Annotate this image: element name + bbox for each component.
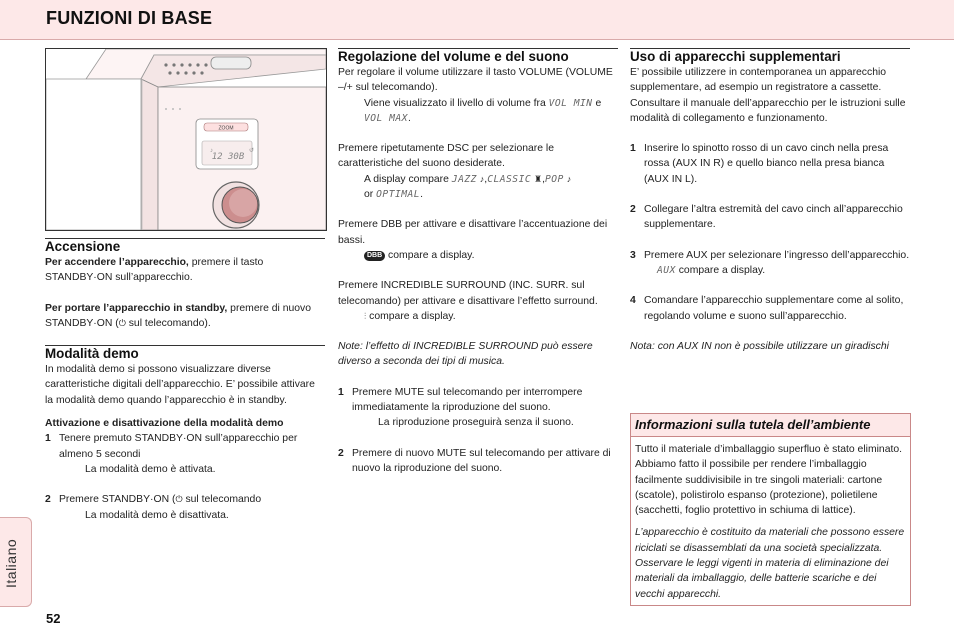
aux-step-1: 1 Inserire lo spinotto rosso di un cavo cinch nella presa rossa (AUX IN R) e quello bianco nella presa bianca (AUX IN L). [630,143,889,185]
environment-paragraph-2: L’apparecchio è costituito da materiali che possono essere riciclati se disassemblati da una società specializzata. Osservare le leggi vigenti in materia di eliminazione dei materiali da imballaggio, delle batterie scariche e dei vecchi apparecchi. [635,527,905,600]
page-header [0,0,954,40]
section-title-accensione: Accensione [45,239,121,254]
language-tab [0,517,32,607]
accensione-paragraph-1: Per accendere l’apparecchio, premere il tasto STANDBY·ON sull’apparecchio. [45,257,264,284]
demo-step-2: 2 Premere STANDBY·ON (⏻ sul telecomando La modalità demo è disattivata. [45,494,262,521]
power-icon: ⏻ [175,494,183,505]
demo-step-1: 1 Tenere premuto STANDBY·ON sull’apparecchio per almeno 5 secondi La modalità demo è attivata. [45,433,298,475]
page-number: 52 [46,611,61,626]
classic-icon: ♜ [534,173,543,184]
volume-indicator-text: Viene visualizzato il livello di volume fra VOL MIN e VOL MAX. [364,97,602,124]
mute-step-2: 2 Premere di nuovo MUTE sul telecomando per attivare di nuovo la riproduzione del suono. [338,447,611,474]
power-icon: ⏻ [118,317,126,328]
environment-paragraph-1: Tutto il materiale d’imballaggio superfluo è stato eliminato. Abbiamo fatto il possibile per rendere l’imballaggio facilmente suddivisibile in tre singoli materiali: cartone (scatole), polistirolo espanso (protezione), polietilene (sacchetti, foglio protettivo in schiuma di lattice). [635,444,903,517]
volume-paragraph: Per regolare il volume utilizzare il tasto VOLUME (VOLUME –/+ sul telecomando). [338,67,613,94]
page-title: FUNZIONI DI BASE [46,8,213,28]
dbb-indicator-text: DBB compare a display. [338,248,618,263]
surround-paragraph: Premere INCREDIBLE SURROUND (INC. SURR. sul telecomando) per attivare e disattivare l’effetto surround. [338,280,598,307]
accensione-paragraph-2: Per portare l’apparecchio in standby, premere di nuovo STANDBY·ON (⏻ sul telecomando). [45,302,312,329]
environment-info-box [630,413,911,606]
jazz-icon: ♪ [479,173,485,184]
pop-icon: ♪ [566,173,572,184]
dbb-paragraph: Premere DBB per attivare e disattivare l’accentuazione dei bassi. [338,219,608,246]
svg-text:↺: ↺ [249,148,255,154]
surround-indicator-text: ⫶ compare a display. [364,310,456,322]
language-tab-label: Italiano [3,538,19,588]
dbb-badge: DBB [364,251,385,261]
column-left [45,238,325,523]
device-illustration [45,48,327,231]
zoom-button-label: ZOOM [218,125,234,132]
environment-box-title: Informazioni sulla tutela dell’ambiente [631,414,910,437]
device-drawing [46,49,326,230]
section-title-aux: Uso di apparecchi supplementari [630,49,841,64]
section-title-demo: Modalità demo [45,346,139,362]
column-middle [338,48,618,476]
surround-note: Note: l’effetto di INCREDIBLE SURROUND può essere diverso a seconda dei tipi di musica. [338,341,593,368]
aux-intro: E’ possibile utilizzere in contemporanea un apparecchio supplementare, ad esempio un registratore a cassette. Consultare il manuale dell’apparecchio per le istruzioni sulle modalità di collegamento e funzionamento. [630,67,906,124]
demo-subheading: Attivazione e disattivazione della modalità demo [45,418,284,430]
dsc-paragraph: Premere ripetutamente DSC per selezionare le caratteristiche del suono desiderate. [338,143,554,170]
aux-step-4: 4 Comandare l’apparecchio supplementare come al solito, regolando volume e suono sull’apparecchio. [630,295,904,322]
mute-step-1: 1 Premere MUTE sul telecomando per interrompere immediatamente la riproduzione del suono. La riproduzione proseguirà senza il suono. [338,386,583,429]
column-right [630,48,910,354]
aux-note: Nota: con AUX IN non è possibile utilizzare un giradischi [630,340,889,352]
aux-step-2: 2 Collegare l’altra estremità del cavo cinch all’apparecchio supplementare. [630,204,903,231]
aux-step-3: 3 Premere AUX per selezionare l’ingresso dell’apparecchio. AUX compare a display. [630,249,910,276]
surround-icon: ⫶ [364,310,367,321]
demo-paragraph: In modalità demo si possono visualizzare diverse caratteristiche digitali dell’apparecchio. E’ possibile attivare la modalità demo quando l’apparecchio è in standby. [45,364,315,406]
illustration-lcd: 12 30B [211,152,245,162]
dsc-indicator-text: A display compare JAZZ ♪,CLASSIC ♜,POP ♪ or OPTIMAL. [364,173,572,201]
svg-text:♪: ♪ [210,148,213,154]
section-title-volume: Regolazione del volume e del suono [338,49,569,64]
